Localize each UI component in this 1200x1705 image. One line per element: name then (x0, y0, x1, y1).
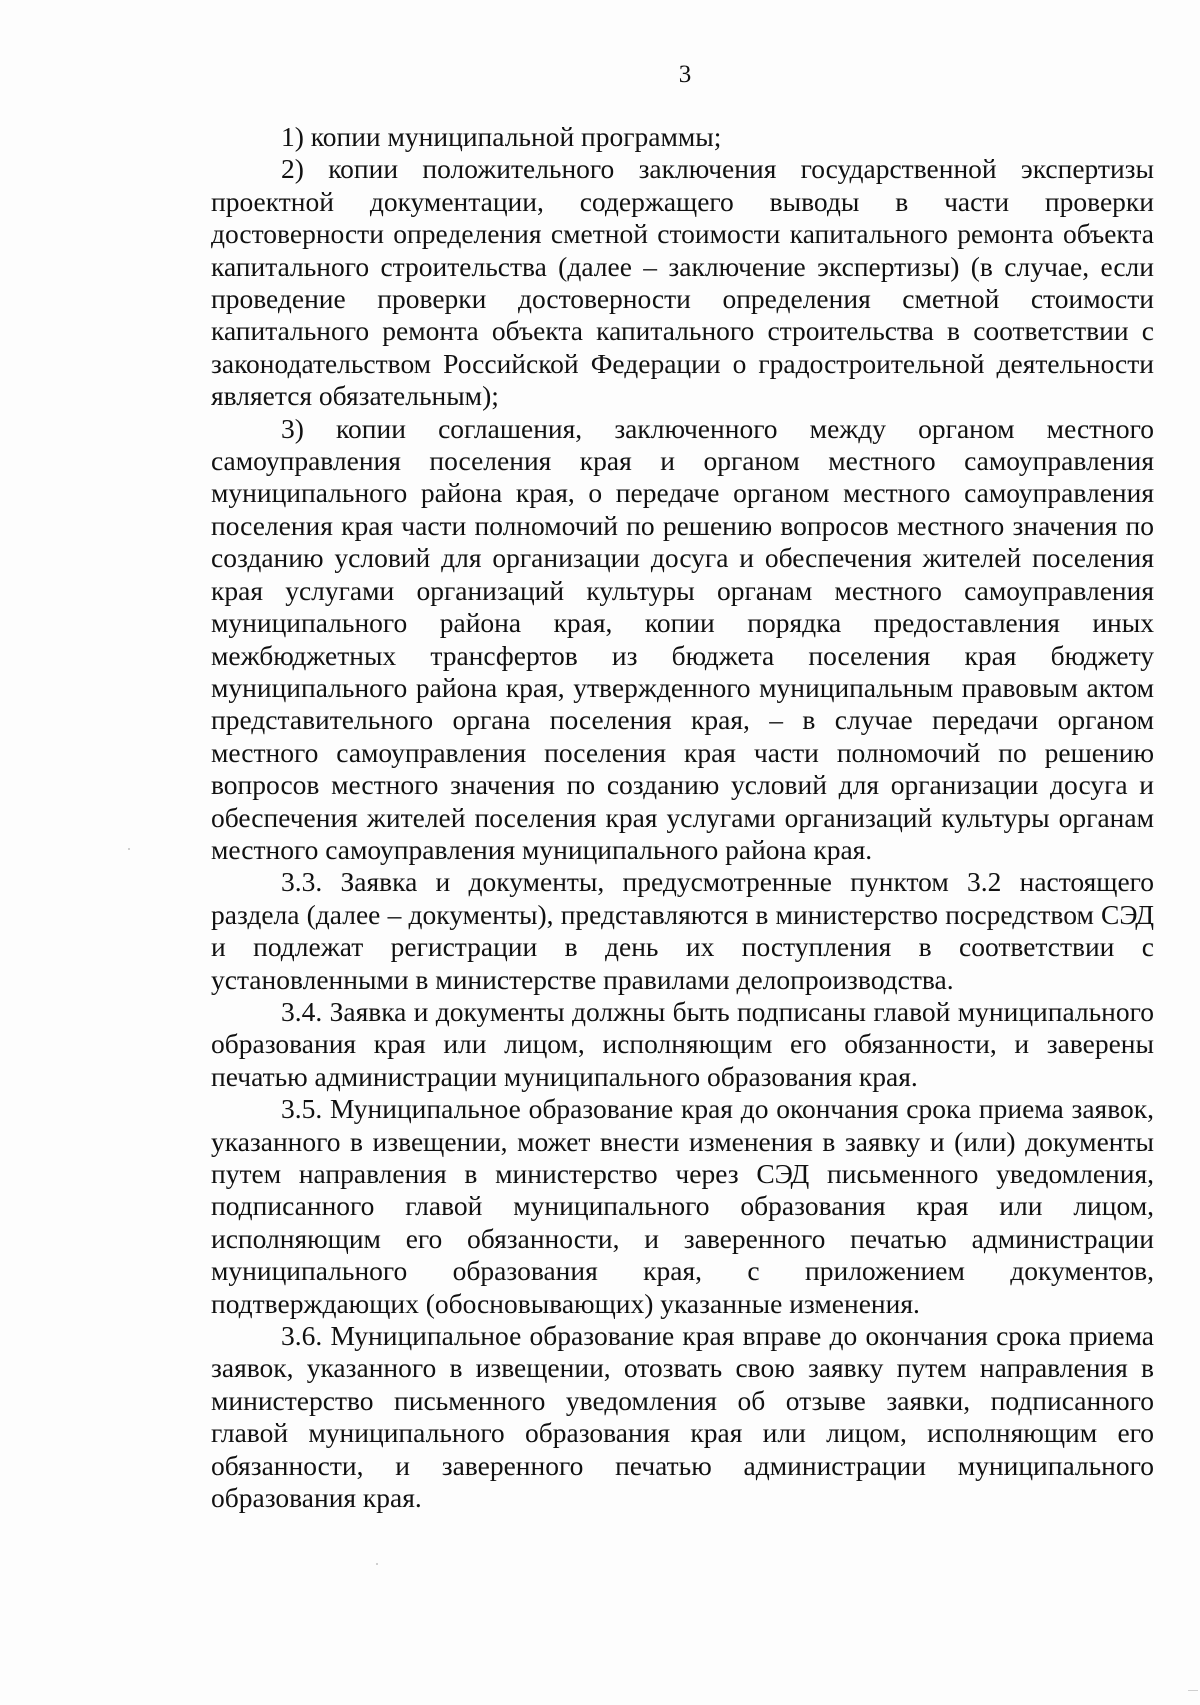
scan-mark-bottom (376, 1563, 378, 1565)
page-number: 3 (678, 61, 692, 88)
paragraph-section-3-4: 3.4. Заявка и документы должны быть подписаны главой муниципального образования края или лицом, исполняющим его обязанности, и заверены печатью администрации муниципального образования края. (211, 995, 1154, 1092)
paragraph-item-1: 1) копии муниципальной программы; (281, 121, 722, 152)
paragraph-item-2: 2) копии положительного заключения государственной экспертизы проектной документации, содержащего выводы в части проверки достоверности определения сметной стоимости капитального ремонта объекта капитального строительства (далее – заключение экспертизы) (в случае, если проведение проверки достоверности определения сметной стоимости капитального ремонта объекта капитального строительства в соответствии с законодательством Российской Федерации о градостроительной деятельности является обязательным); (211, 153, 1154, 412)
document-body (211, 121, 1154, 1514)
scan-mark-left (128, 848, 130, 850)
paragraph-item-3: 3) копии соглашения, заключенного между органом местного самоуправления поселения края и органом местного самоуправления муниципального района края, о передаче органом местного самоуправления поселения края части полномочий по решению вопросов местного значения по созданию условий для организации досуга и обеспечения жителей поселения края услугами организаций культуры органам местного самоуправления муниципального района края, копии порядка предоставления иных межбюджетных трансфертов из бюджета поселения края бюджету муниципального района края, утвержденного муниципальным правовым актом представительного органа поселения края, – в случае передачи органом местного самоуправления поселения края части полномочий по решению вопросов местного значения по созданию условий для организации досуга и обеспечения жителей поселения края услугами организаций культуры органам местного самоуправления муниципального района края. (211, 412, 1154, 865)
scan-mark-corner (1188, 1690, 1198, 1691)
paragraph-section-3-6: 3.6. Муниципальное образование края вправе до окончания срока приема заявок, указанного в извещении, отозвать свою заявку путем направления в министерство письменного уведомления об отзыве заявки, подписанного главой муниципального образования края или лицом, исполняющим его обязанности, и заверенного печатью администрации муниципального образования края. (211, 1320, 1154, 1514)
paragraph-section-3-3: 3.3. Заявка и документы, предусмотренные пунктом 3.2 настоящего раздела (далее – документы), представляются в министерство посредством СЭД и подлежат регистрации в день их поступления в соответствии с установленными в министерстве правилами делопроизводства. (211, 866, 1154, 995)
paragraph-section-3-5: 3.5. Муниципальное образование края до окончания срока приема заявок, указанного в извещении, может внести изменения в заявку и (или) документы путем направления в министерство через СЭД письменного уведомления, подписанного главой муниципального образования края или лицом, исполняющим его обязанности, и заверенного печатью администрации муниципального образования края, с приложением документов, подтверждающих (обосновывающих) указанные изменения. (211, 1093, 1154, 1319)
